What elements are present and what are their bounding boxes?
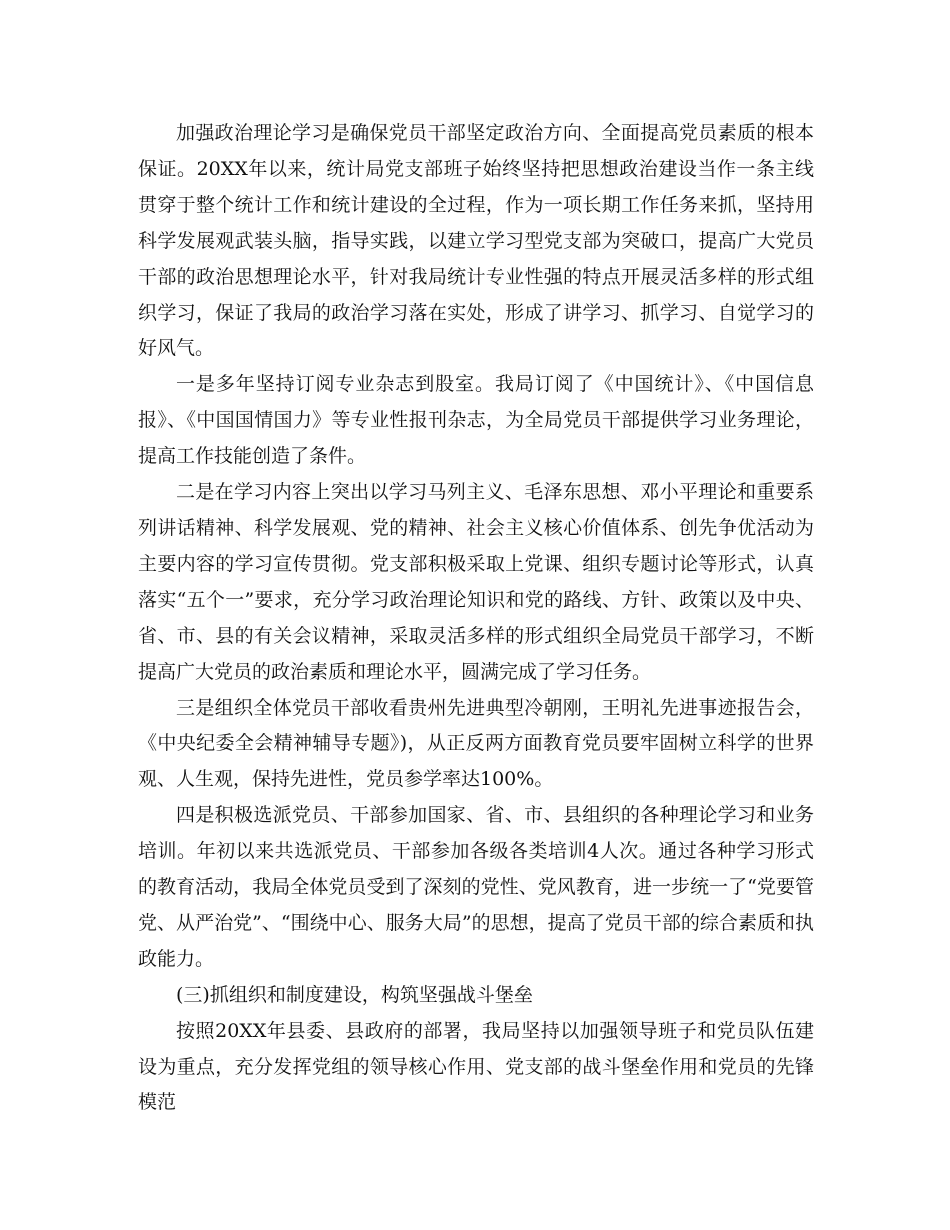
paragraph-item-four: 四是积极选派党员、干部参加国家、省、市、县组织的各种理论学习和业务培训。年初以来共选派党员、干部参加各级各类培训4人次。通过各种学习形式的教育活动，我局全体党员受到了深刻的党性、党风教育，进一步统一了“党要管党、从严治党”、“围绕中心、服务大局”的思想，提高了党员干部的综合素质和执政能力。 — [138, 804, 814, 970]
paragraph-organization-building: 按照20XX年县委、县政府的部署，我局坚持以加强领导班子和党员队伍建设为重点，充分发挥党组的领导核心作用、党支部的战斗堡垒作用和党员的先锋模范 — [138, 1019, 814, 1114]
document-body — [138, 116, 814, 1121]
paragraph-item-three: 三是组织全体党员干部收看贵州先进典型冷朝刚，王明礼先进事迹报告会，《中央纪委全会精神辅导专题》)，从正反两方面教育党员要牢固树立科学的世界观、人生观，保持先进性，党员参学率达100%。 — [138, 696, 814, 791]
section-heading-organization: (三)抓组织和制度建设，构筑坚强战斗堡垒 — [176, 983, 533, 1006]
paragraph-item-two: 二是在学习内容上突出以学习马列主义、毛泽东思想、邓小平理论和重要系列讲话精神、科学发展观、党的精神、社会主义核心价值体系、创先争优活动为主要内容的学习宣传贯彻。党支部积极采取上党课、组织专题讨论等形式，认真落实“五个一”要求，充分学习政治理论知识和党的路线、方针、政策以及中央、省、市、县的有关会议精神，采取灵活多样的形式组织全局党员干部学习，不断提高广大党员的政治素质和理论水平，圆满完成了学习任务。 — [138, 481, 814, 683]
paragraph-political-study: 加强政治理论学习是确保党员干部坚定政治方向、全面提高党员素质的根本保证。20XX年以来，统计局党支部班子始终坚持把思想政治建设当作一条主线贯穿于整个统计工作和统计建设的全过程，作为一项长期工作任务来抓，坚持用科学发展观武装头脑，指导实践，以建立学习型党支部为突破口，提高广大党员干部的政治思想理论水平，针对我局统计专业性强的特点开展灵活多样的形式组织学习，保证了我局的政治学习落在实处，形成了讲学习、抓学习、自觉学习的好风气。 — [138, 122, 814, 360]
paragraph-item-one: 一是多年坚持订阅专业杂志到股室。我局订阅了《中国统计》、《中国信息报》、《中国国情国力》等专业性报刊杂志，为全局党员干部提供学习业务理论，提高工作技能创造了条件。 — [138, 373, 814, 468]
